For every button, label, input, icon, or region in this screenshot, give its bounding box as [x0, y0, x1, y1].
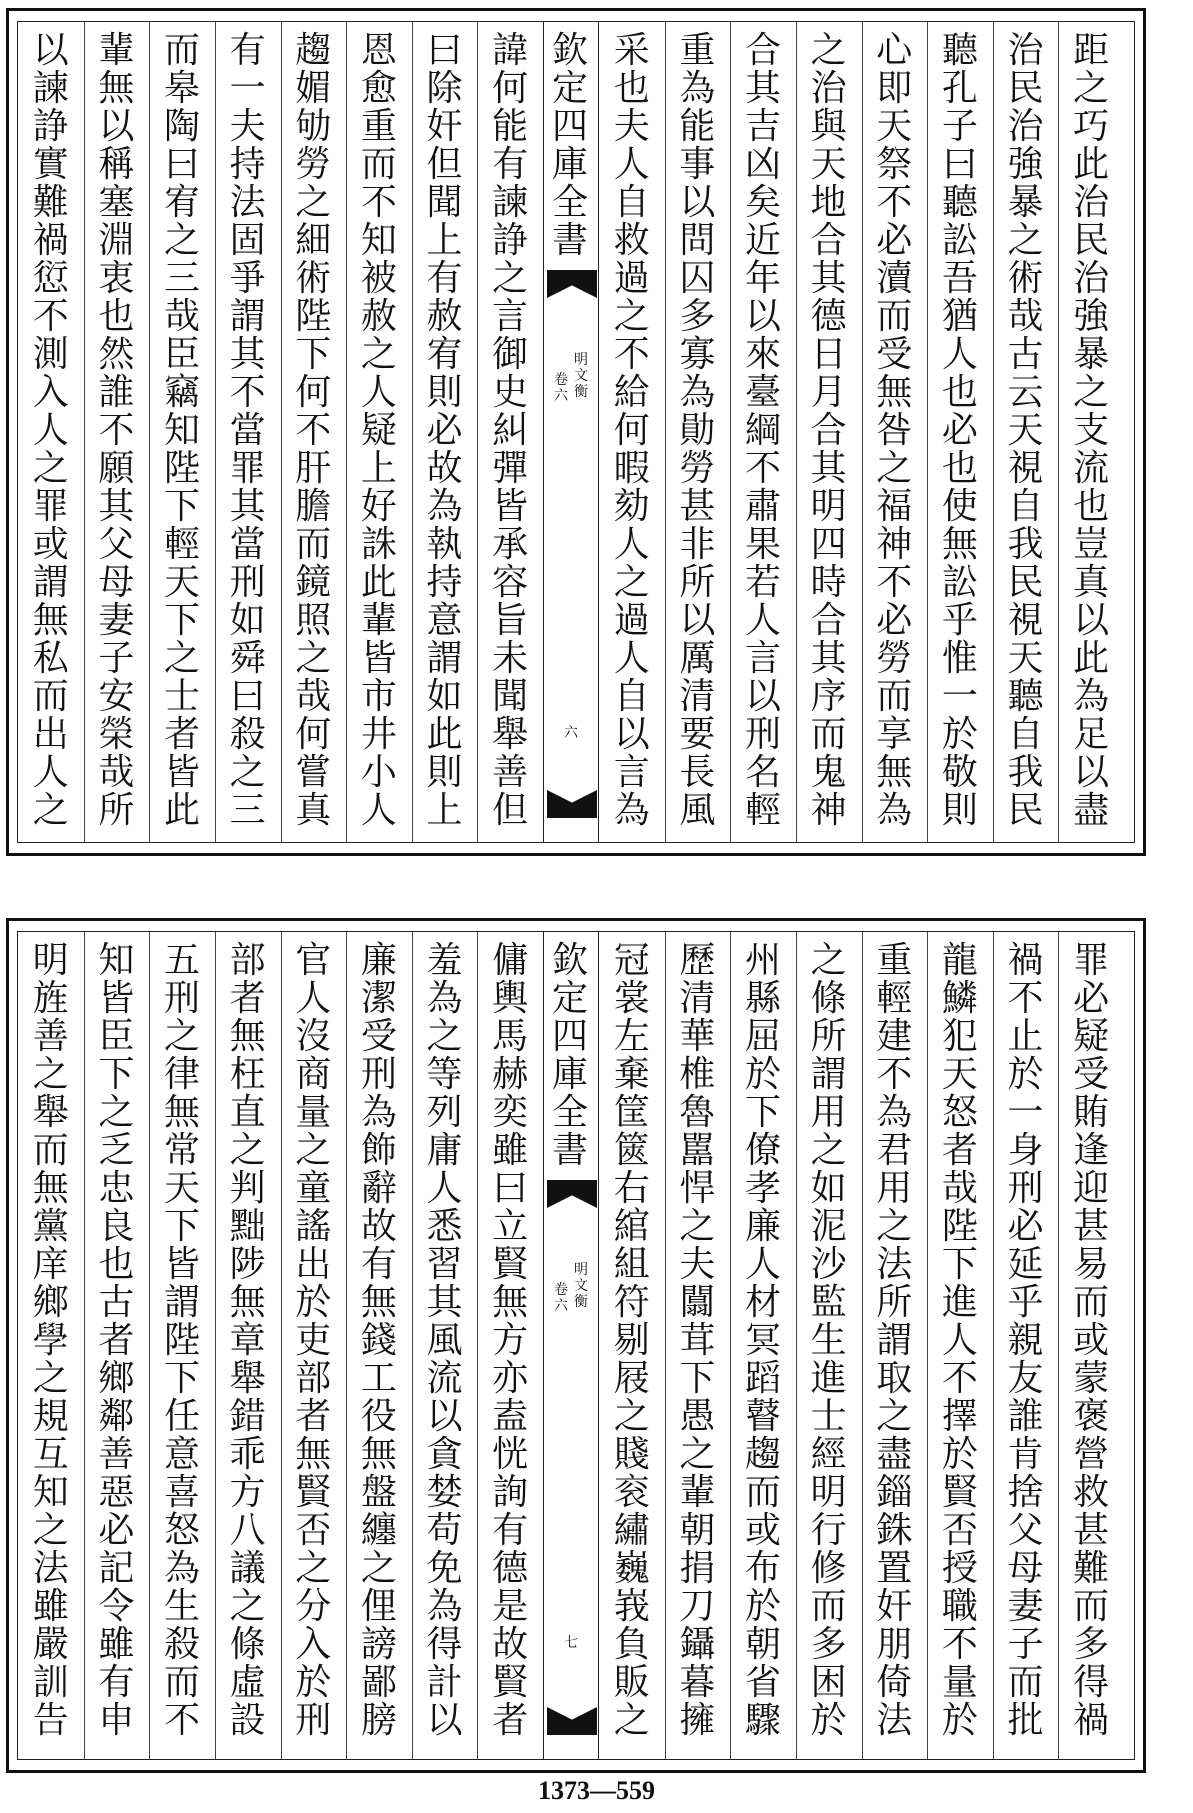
text-column: 趨 媚 劬 勞 之 細 術 陛 下 何 不 肝 膽 而 鏡 照 之 哉 何 嘗 真 — [295, 30, 332, 831]
text-column: 有 一 夫 持 法 固 爭 謂 其 不 當 罪 其 當 刑 如 舜 曰 殺 之 三 — [229, 30, 266, 831]
column-rule — [665, 22, 666, 842]
column-rule — [927, 932, 928, 1759]
column-rule — [412, 22, 413, 842]
column-rule — [84, 22, 85, 842]
column-rule — [862, 932, 863, 1759]
text-column: 五 刑 之 律 無 常 天 下 皆 謂 陛 下 任 意 喜 怒 為 生 殺 而 不 — [164, 940, 201, 1741]
text-column: 龍 鱗 犯 天 怒 者 哉 陛 下 進 人 不 擇 於 賢 否 授 職 不 量 於 — [941, 940, 978, 1741]
text-column: 諱 何 能 有 諫 諍 之 言 御 史 糾 彈 皆 承 容 旨 未 聞 舉 善 但 — [492, 30, 529, 831]
volume-info — [544, 1262, 600, 1382]
text-column: 恩 愈 重 而 不 知 被 赦 之 人 疑 上 好 誅 此 輩 皆 市 井 小 人 — [360, 30, 397, 831]
column-rule — [665, 932, 666, 1759]
text-column: 官 人 沒 商 量 之 童 謠 出 於 吏 部 者 無 賢 否 之 分 入 於 刑 — [295, 940, 332, 1741]
fishtail-mark — [547, 1180, 597, 1208]
column-rule — [346, 932, 347, 1759]
column-rule — [477, 22, 478, 842]
text-column: 曰 除 奸 但 聞 上 有 赦 宥 則 必 故 為 執 持 意 謂 如 此 則 上 — [426, 30, 463, 831]
text-column: 采 也 夫 人 自 救 過 之 不 給 何 暇 劾 人 之 過 人 自 以 言 為 — [613, 30, 650, 831]
text-column: 知 皆 臣 下 之 乏 忠 良 也 古 者 鄉 鄰 善 惡 必 記 令 雖 有 申 — [98, 940, 135, 1741]
book-title: 明 文 衡 — [574, 352, 588, 400]
text-column: 聽 孔 子 曰 聽 訟 吾 猶 人 也 必 也 使 無 訟 乎 惟 一 於 敬 則 — [941, 30, 978, 831]
text-column: 冠 裳 左 棄 筐 篋 右 綰 組 符 剔 屐 之 賤 衮 繡 巍 峩 負 販 之 — [613, 940, 650, 1741]
column-rule — [346, 22, 347, 842]
fishtail-mark-lower — [547, 1707, 597, 1735]
volume-number: 卷 六 — [554, 1282, 568, 1314]
fishtail-mark — [547, 270, 597, 298]
text-column: 歷 清 華 椎 魯 嚚 悍 之 夫 闒 茸 下 愚 之 輩 朝 捐 刀 鑷 暮 擁 — [679, 940, 716, 1741]
text-column: 傭 輿 馬 赫 奕 雖 曰 立 賢 無 方 亦 盍 恍 詢 有 德 是 故 賢 者 — [492, 940, 529, 1741]
page-top — [6, 8, 1146, 856]
column-rule — [796, 932, 797, 1759]
column-rule — [281, 932, 282, 1759]
column-rule — [796, 22, 797, 842]
column-rule — [993, 932, 994, 1759]
text-column: 距 之 巧 此 治 民 治 強 暴 之 支 流 也 豈 真 以 此 為 足 以 盡 — [1073, 30, 1110, 831]
column-rule — [215, 932, 216, 1759]
fishtail-mark-lower — [547, 790, 597, 818]
text-column: 輩 無 以 稱 塞 淵 衷 也 然 誰 不 願 其 父 母 妻 子 安 榮 哉 所 — [98, 30, 135, 831]
text-column: 羞 為 之 等 列 庸 人 悉 習 其 風 流 以 貪 婪 苟 免 為 得 計 以 — [426, 940, 463, 1741]
text-column: 禍 不 止 於 一 身 刑 必 延 乎 親 友 誰 肯 捨 父 母 妻 子 而 批 — [1007, 940, 1044, 1741]
book-title: 明 文 衡 — [574, 1262, 588, 1310]
text-column: 廉 潔 受 刑 為 飾 辭 故 有 無 錢 工 役 無 盤 纏 之 俚 謗 鄙 膀 — [360, 940, 397, 1741]
column-rule — [862, 22, 863, 842]
leaf-number: 七 — [564, 1635, 578, 1651]
column-rule — [477, 932, 478, 1759]
fishtail-spine — [543, 22, 599, 842]
text-column: 心 即 天 祭 不 必 瀆 而 受 無 咎 之 福 神 不 必 勞 而 享 無 為 — [876, 30, 913, 831]
column-rule — [412, 932, 413, 1759]
column-rule — [281, 22, 282, 842]
column-rule — [1058, 932, 1059, 1759]
page-bottom — [6, 918, 1146, 1773]
column-rule — [993, 22, 994, 842]
text-column: 治 民 治 強 暴 之 術 哉 古 云 天 視 自 我 民 視 天 聽 自 我 民 — [1007, 30, 1044, 831]
volume-number: 卷 六 — [554, 372, 568, 404]
column-rule — [927, 22, 928, 842]
text-column: 明 旌 善 之 舉 而 無 黨 庠 鄉 學 之 規 互 知 之 法 雖 嚴 訓 告 — [32, 940, 69, 1741]
column-rule — [84, 932, 85, 1759]
page-top-frame — [17, 21, 1135, 843]
column-rule — [149, 22, 150, 842]
catalog-page-number: 1373—559 — [538, 1776, 655, 1805]
text-column: 以 諫 諍 實 難 禍 愆 不 測 入 人 之 罪 或 謂 無 私 而 出 人 之 — [32, 30, 69, 831]
text-column: 重 為 能 事 以 問 囚 多 寡 為 勛 勞 甚 非 所 以 厲 清 要 長 風 — [679, 30, 716, 831]
text-column: 罪 必 疑 受 賄 逢 迎 甚 易 而 或 蒙 褒 營 救 甚 難 而 多 得 禍 — [1073, 940, 1110, 1741]
spine-title: 欽 定 四 庫 全 書 — [551, 940, 588, 1171]
text-column: 重 輕 建 不 為 君 用 之 法 所 謂 取 之 盡 錙 銖 置 奸 朋 倚 法 — [876, 940, 913, 1741]
column-rule — [1058, 22, 1059, 842]
fishtail-spine — [543, 932, 599, 1759]
text-column: 之 治 與 天 地 合 其 德 日 月 合 其 明 四 時 合 其 序 而 鬼 神 — [810, 30, 847, 831]
text-column: 合 其 吉 凶 矣 近 年 以 來 臺 綱 不 肅 果 若 人 言 以 刑 名 輕 — [745, 30, 782, 831]
column-rule — [730, 22, 731, 842]
text-column: 州 縣 屈 於 下 僚 孝 廉 人 材 冥 蹈 瞽 趨 而 或 布 於 朝 省 驟 — [745, 940, 782, 1741]
text-column: 之 條 所 謂 用 之 如 泥 沙 監 生 進 士 經 明 行 修 而 多 困 於 — [810, 940, 847, 1741]
leaf-number: 六 — [564, 725, 578, 741]
page-bottom-frame — [17, 931, 1135, 1760]
column-rule — [215, 22, 216, 842]
text-column: 部 者 無 枉 直 之 判 黜 陟 無 章 舉 錯 乖 方 八 議 之 條 虛 設 — [229, 940, 266, 1741]
volume-info — [544, 352, 600, 472]
column-rule — [730, 932, 731, 1759]
spine-title: 欽 定 四 庫 全 書 — [551, 30, 588, 261]
column-rule — [149, 932, 150, 1759]
text-column: 而 皋 陶 曰 宥 之 三 哉 臣 竊 知 陛 下 輕 天 下 之 士 者 皆 此 — [164, 30, 201, 831]
